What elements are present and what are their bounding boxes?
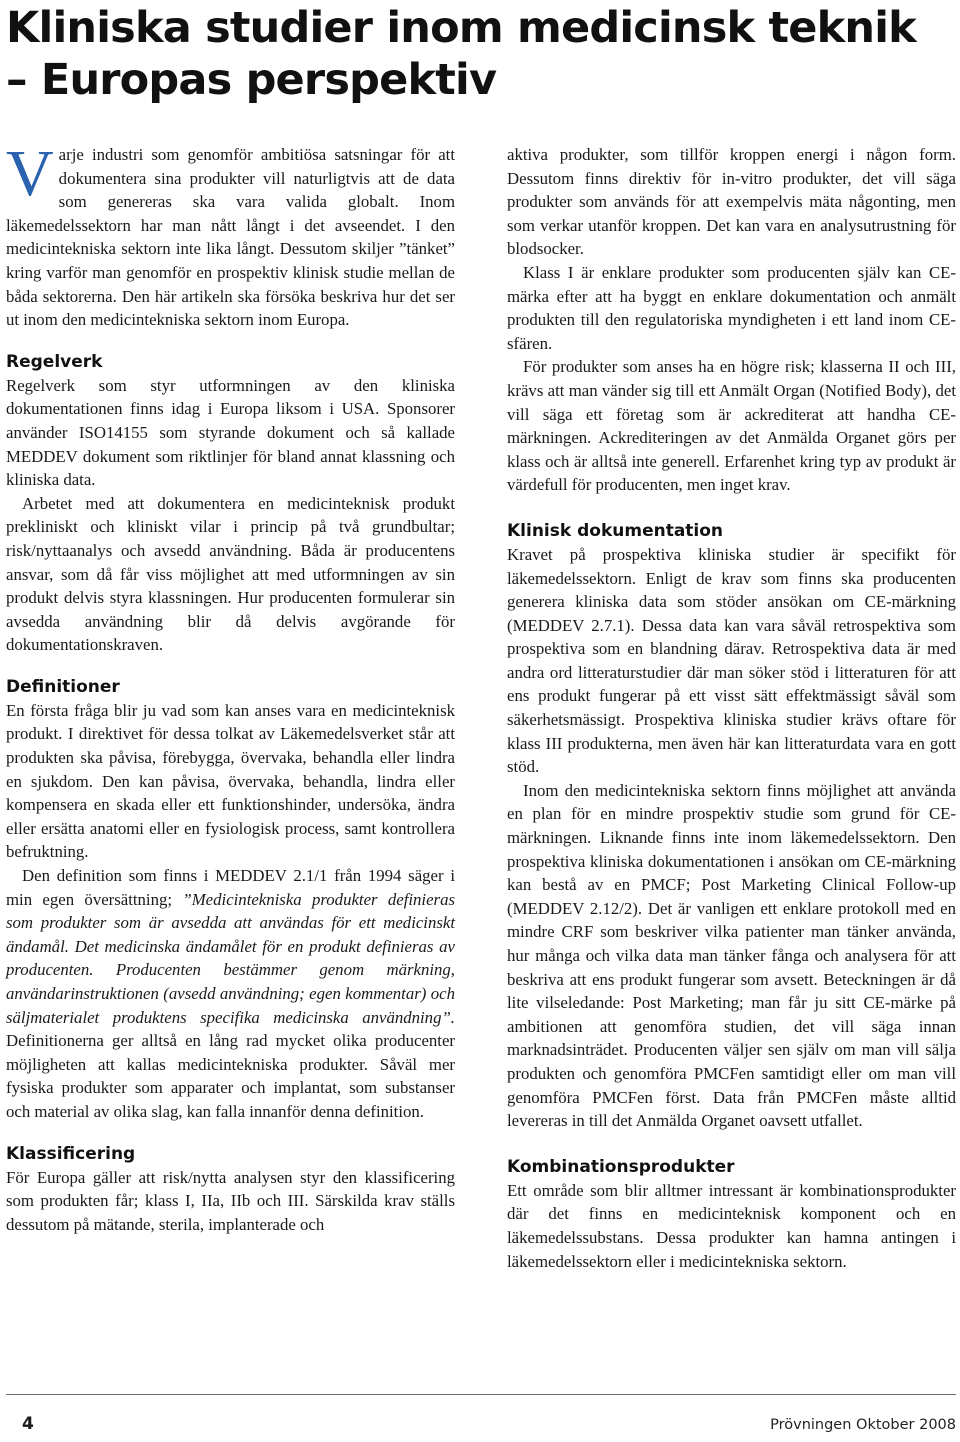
article-title (6, 2, 956, 106)
definitioner-paragraph-1: En första fråga blir ju vad som kan anses vara en medicinteknisk produkt. I direktivet för dessa tolkat av Läkemedelsverket står att produkten ska påvisa, förebygga, övervaka, behandla eller lindra en sjukdom. Den kan påvisa, övervaka, behandla, lindra eller kompensera en skada eller ett funktionshinder, undersöka, ändra eller ersätta anatomi eller en fysiologisk process, samt kontrollera befruktning. (6, 700, 455, 862)
intro-paragraph (6, 137, 455, 332)
heading-kombinationsprodukter: Kombinationsprodukter (507, 1156, 735, 1177)
klassificering-paragraph-1: För Europa gäller att risk/nytta analysen styr den klassificering som produkten får; klass I, IIa, IIb och III. Särskilda krav ställs dessutom på mätande, sterila, implanterade och (6, 1167, 455, 1234)
regelverk-paragraph-2: Arbetet med att dokumentera en medicinteknisk produkt prekliniskt och kliniskt vilar i princip på två grundbultar; risk/nyttaanalys och avsedd användning. Båda är producentens ansvar, som då får viss möjlighet att med utformningen av sin produkt delvis styra klassningen. Hur producenten formulerar sin avsedda användning blir då delvis avgörande för dokumentationskraven. (6, 493, 455, 655)
dropcap-letter: V (6, 137, 54, 210)
title-line-1: Kliniska studier inom medicinsk teknik (6, 3, 916, 53)
publication-footer: Prövningen Oktober 2008 (770, 1417, 956, 1433)
heading-regelverk: Regelverk (6, 351, 103, 372)
footer-divider (6, 1394, 956, 1395)
definitioner-quote: ”Medicintekniska produkter definieras som produkter som är avsedda att användas för ett medicinskt ändamål. Det medicinska ändamålet för en produkt definieras av producenten. Producenten bestämmer genom märkning, användarinstruktionen (avsedd användning; egen kommentar) och säljmaterialet produktens specifika medicinska användning”. (6, 889, 455, 1027)
klinisk-paragraph-1: Kravet på prospektiva kliniska studier är specifikt för läkemedelssektorn. Enligt de krav som finns ska producenten generera kliniska data som stöder ansökan om CE-märkning (MEDDEV 2.7.1). Dessa data kan vara såväl retrospektiva som prospektiva som en blandning därav. Retrospektiva data är med andra ord litteraturstudier där man söker stöd i litteraturen för att ens produkt fungerar på ett visst sätt effektmässigt såväl som säkerhetsmässigt. Prospektiva kliniska studier krävs oftare för klass III produkterna, men även här kan litteraturdata vara en gott stöd. (507, 544, 956, 777)
heading-klinisk-dokumentation: Klinisk dokumentation (507, 520, 724, 541)
klassificering-cont-paragraph-3: För produkter som anses ha en högre risk; klasserna II och III, krävs att man vänder sig till ett Anmält Organ (Notified Body), det vill säga ett företag som är ackrediterat att handha CE-märkningen. Ackrediteringen av det Anmälda Organet görs per klass och är alltså inte generell. Erfarenhet kring typ av produkt är värdefull för producenten, men inget krav. (507, 357, 956, 495)
heading-definitioner: Definitioner (6, 676, 120, 697)
page-number: 4 (22, 1414, 34, 1434)
definitioner-p2-start: Den definition som finns i MEDDEV 2.1/1 från 1994 säger i min egen översättning; (6, 866, 455, 909)
title-line-2: – Europas perspektiv (6, 55, 497, 105)
kombination-paragraph-1: Ett område som blir alltmer intressant är kombinationsprodukter där det finns en medicinteknisk komponent och en läkemedelssubstans. Dessa produkter kan hamna antingen i läkemedelssektorn eller i medicintekniska sektorn. (507, 1180, 956, 1271)
klassificering-cont-paragraph-1: aktiva produkter, som tillför kroppen energi i någon form. Dessutom finns direktiv för in-vitro produkter, det vill säga produkter som används för att exempelvis mäta någonting, men som verkar utanför kroppen. Det kan vara en analysutrustning för blodsocker. (507, 145, 956, 259)
left-column (6, 137, 455, 1236)
right-column (507, 143, 956, 1273)
klinisk-paragraph-2: Inom den medicintekniska sektorn finns möjlighet att använda en plan för en mindre prospektiv studie som grund för CE-märkningen. Liknande finns inte inom läkemedelssektorn. Den prospektiva kliniska dokumentationen i ansökan om CE-märkning kan bestå av en PMCF; Post Marketing Clinical Follow-up (MEDDEV 2.12/2). Det är vanligen ett enklare protokoll med en mindre CRF som beskriver vilka patienter man tänker använda, hur många och vilka data man tänker fånga och analysera för att beskriva att ens produkt fungerar som avsett. Beteckningen är då lite vilseledande: Post Marketing; man får ju sitt CE-märke på ambitionen att genomföra studien, det vill säga innan marknadsinträdet. Producenten väljer sen själv om man vill sälja produkten och genomföra PMCFen samtidigt eller om man vill genomföra PMCFen först. Data från PMCFen måste alltid levereras in till det Anmälda Organet oavsett utfallet. (507, 780, 956, 1131)
regelverk-paragraph-1: Regelverk som styr utformningen av den kliniska dokumentationen finns idag i Europa liksom i USA. Sponsorer använder ISO14155 som styrande dokument och så kallade MEDDEV dokument som riktlinjer för bland annat klassning och kliniska data. (6, 375, 455, 490)
klassificering-cont-paragraph-2: Klass I är enklare produkter som producenten själv kan CE-märka efter att ha byggt en enklare dokumentation och anmält produkten till den regulatoriska myndigheten i ett land inom CE-sfären. (507, 262, 956, 353)
heading-klassificering: Klassificering (6, 1143, 136, 1164)
definitioner-p2-end: Definitionerna ger alltså en lång rad mycket olika producenter möjligheten att kallas medicintekniska produkter. Såväl mer fysiska produkter som apparater och implantat, som substanser och material av olika slag, kan falla innanför denna definition. (6, 1031, 455, 1121)
intro-text: arje industri som genomför ambitiösa satsningar för att dokumentera sina produkter vill naturligtvis att de data som genereras ska vara valida globalt. Inom läkemedelssektorn har man nått långt i det avseendet. I den medicintekniska sektorn inte lika långt. Dessutom skiljer ”tänket” kring varför man genomför en prospektiv klinisk studie mellan de båda sektorerna. Den här artikeln ska försöka beskriva hur det ser ut inom den medicintekniska sektorn inom Europa. (6, 145, 455, 330)
definitioner-paragraph-2 (6, 864, 455, 1124)
